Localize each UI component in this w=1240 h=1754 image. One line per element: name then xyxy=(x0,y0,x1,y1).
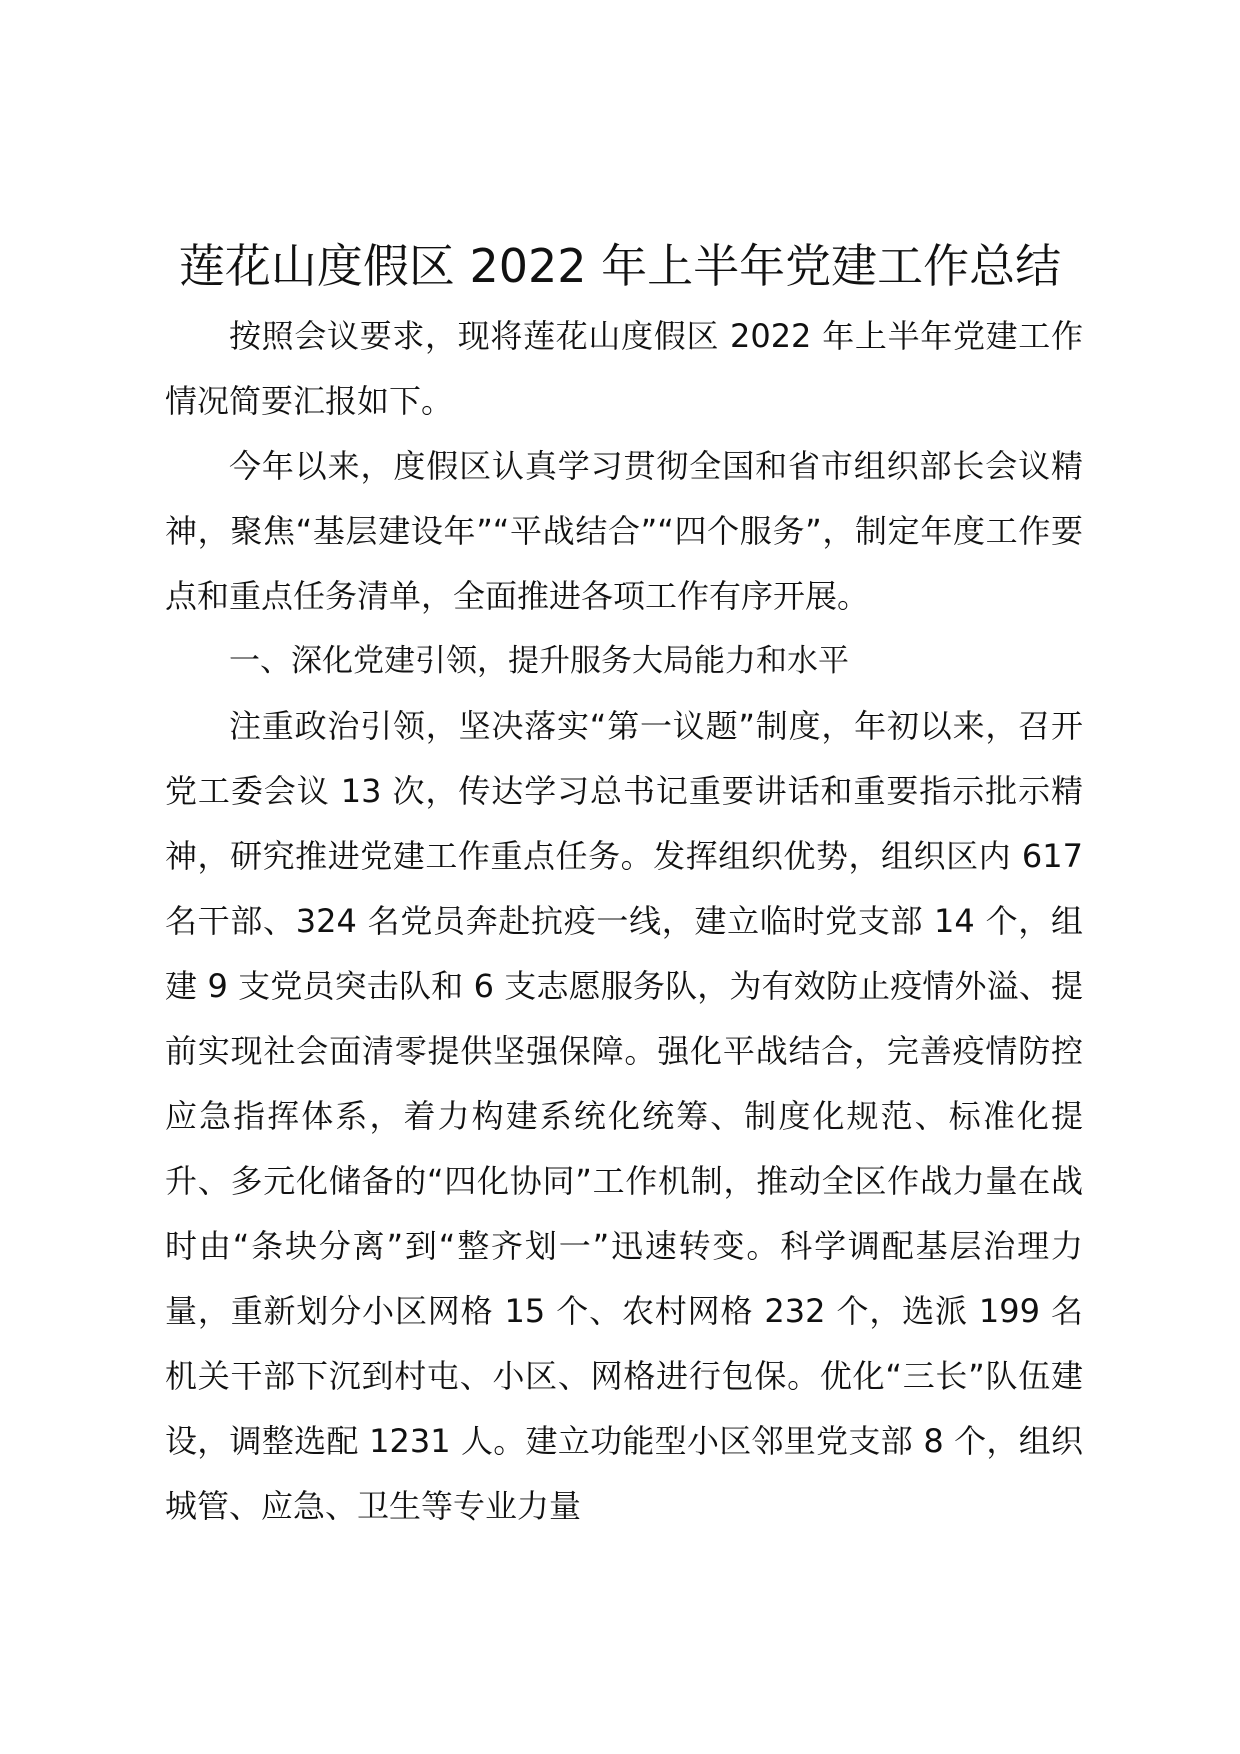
document-title: 莲花山度假区 2022 年上半年党建工作总结 xyxy=(178,239,1062,293)
section-heading: 一、深化党建引领，提升服务大局能力和水平 xyxy=(229,643,849,679)
intro-paragraph: 按照会议要求，现将莲花山度假区 2022 年上半年党建工作情况简要汇报如下。 xyxy=(165,317,1083,420)
document-body xyxy=(165,304,1083,1539)
overview-paragraph: 今年以来，度假区认真学习贯彻全国和省市组织部长会议精神，聚焦“基层建设年”“平战结合”“四个服务”，制定年度工作要点和重点任务清单，全面推进各项工作有序开展。 xyxy=(165,447,1083,615)
section-paragraph: 注重政治引领，坚决落实“第一议题”制度，年初以来，召开党工委会议 13 次，传达学习总书记重要讲话和重要指示批示精神，研究推进党建工作重点任务。发挥组织优势，组织区内 617 名干部、324 名党员奔赴抗疫一线，建立临时党支部 14 个，组建 9 支党员突击队和 6 支志愿服务队，为有效防止疫情外溢、提前实现社会面清零提供坚强保障。强化平战结合，完善疫情防控应急指挥体系，着力构建系统化统筹、制度化规范、标准化提升、多元化储备的“四化协同”工作机制，推动全区作战力量在战时由“条块分离”到“整齐划一”迅速转变。科学调配基层治理力量，重新划分小区网格 15 个、农村网格 232 个，选派 199 名机关干部下沉到村屯、小区、网格进行包保。优化“三长”队伍建设，调整选配 1231 人。建立功能型小区邻里党支部 8 个，组织城管、应急、卫生等专业力量 xyxy=(165,707,1083,1525)
